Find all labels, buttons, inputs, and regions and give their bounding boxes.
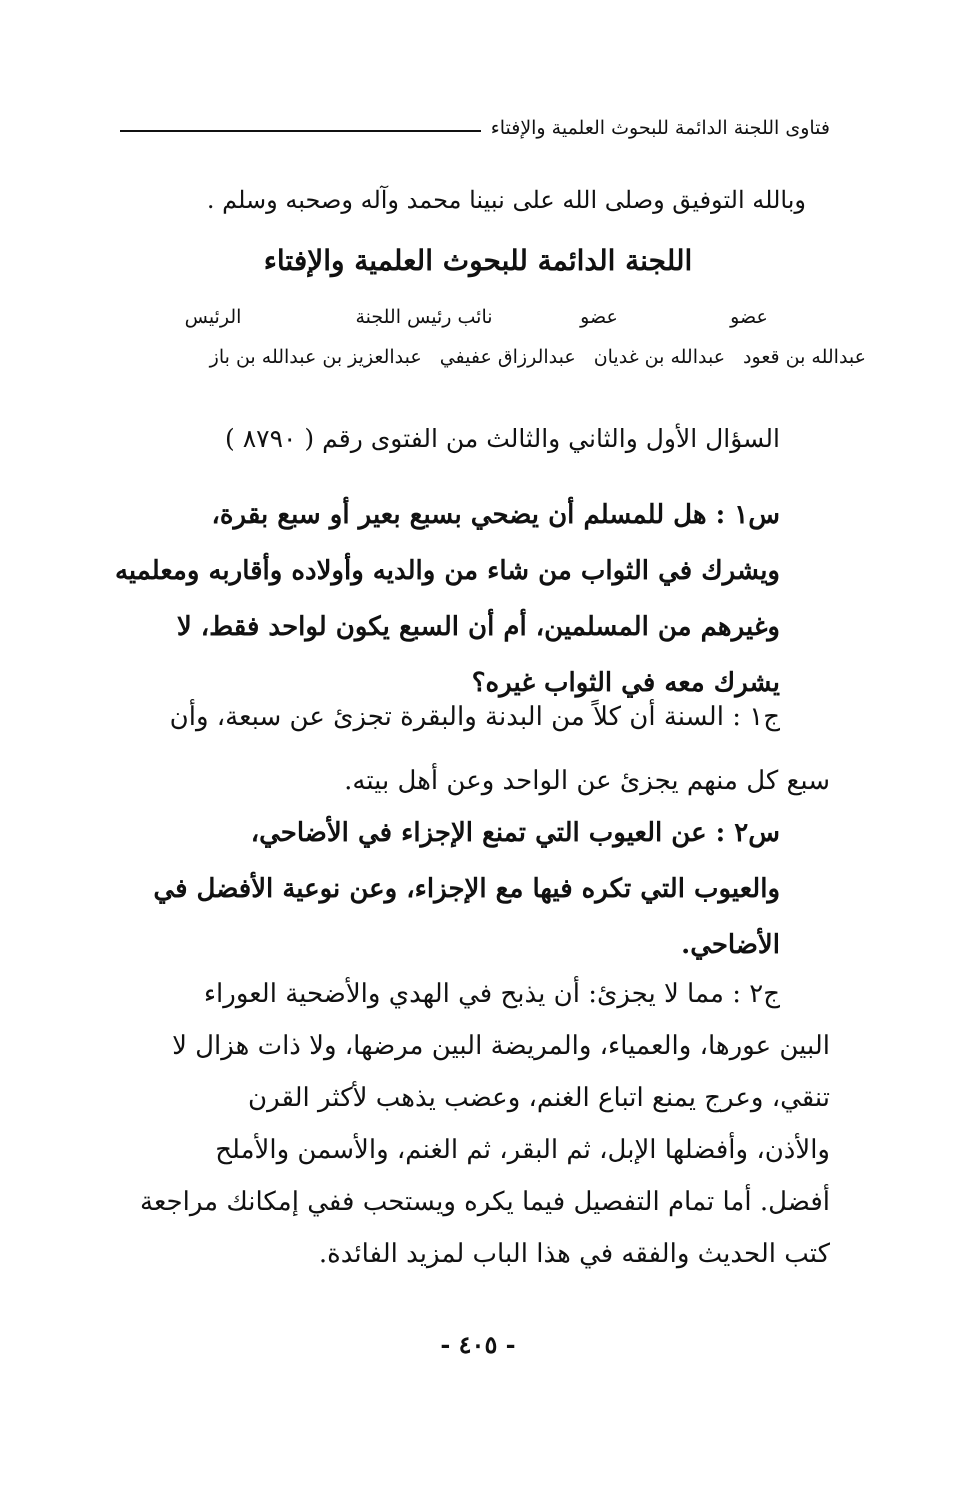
answer-1-line: سبع كل منهم يجزئ عن الواحد وعن أهل بيته. [344,766,830,796]
running-header [120,110,830,146]
signatory-names [106,346,866,386]
question-2 [130,805,780,973]
answer-2 [140,968,830,1280]
signatory-role: عضو [730,306,768,328]
running-header-title: فتاوى اللجنة الدائمة للبحوث العلمية والإفتاء [490,117,830,139]
question-1 [114,487,780,711]
question-1-line: س١ : هل للمسلم أن يضحي بسبع بعير أو سبع بقرة، [211,500,780,530]
signatories-block [106,306,866,386]
question-2-line: الأضاحي. [681,930,780,960]
answer-2-line: البين عورها، والعمياء، والمريضة البين مرضها، ولا ذات هزال لا [172,1031,830,1061]
answer-2-line: أفضل. أما تمام التفصيل فيما يكره ويستحب ففي إمكانك مراجعة [140,1187,830,1217]
page-number: - ٤٠٥ - [440,1330,516,1359]
closing-line: وبالله التوفيق وصلى الله على نبينا محمد وآله وصحبه وسلم . [206,186,806,214]
answer-1-line: ج١ : السنة أن كلاً من البدنة والبقرة تجزئ عن سبعة، وأن [169,702,780,732]
signatory-name: عبدالرزاق عفيفي [439,346,576,368]
answer-2-line: ج٢ : مما لا يجزئ: أن يذبح في الهدي والأضحية العوراء [203,979,780,1009]
fatwa-reference: السؤال الأول والثاني والثالث من الفتوى رقم ( ٨٧٩٠ ) [225,424,780,453]
signatory-role: الرئيس [184,306,242,328]
answer-2-line: كتب الحديث والفقه في هذا الباب لمزيد الفائدة. [318,1239,830,1269]
question-1-line: وغيرهم من المسلمين، أم أن السبع يكون لواحد فقط، لا [176,612,780,642]
signatory-roles [106,306,836,340]
answer-2-line: والأذن، وأفضلها الإبل، ثم البقر، ثم الغنم، والأسمن والأملح [215,1135,830,1165]
question-1-line: ويشرك في الثواب من شاء من والديه وأولاده وأقاربه ومعلميه [114,556,780,586]
question-1-line: يشرك معه في الثواب غيره؟ [471,668,780,698]
signatory-role: عضو [580,306,618,328]
signatory-name: عبدالله بن قعود [743,346,866,368]
question-2-line: س٢ : عن العيوب التي تمنع الإجزاء في الأضاحي، [250,818,780,848]
answer-2-line: تنقي، وعرج يمنع اتباع الغنم، وعضب يذهب لأكثر القرن [248,1083,830,1113]
signatory-name: عبدالله بن غديان [593,346,726,368]
header-rule [120,130,481,132]
committee-title: اللجنة الدائمة للبحوث العلمية والإفتاء [263,244,693,277]
question-2-line: والعيوب التي تكره فيها مع الإجزاء، وعن نوعية الأفضل في [153,874,780,904]
signatory-name: عبدالعزيز بن عبدالله بن باز [209,346,422,368]
signatory-role: نائب رئيس اللجنة [355,306,493,328]
answer-1 [130,685,830,813]
